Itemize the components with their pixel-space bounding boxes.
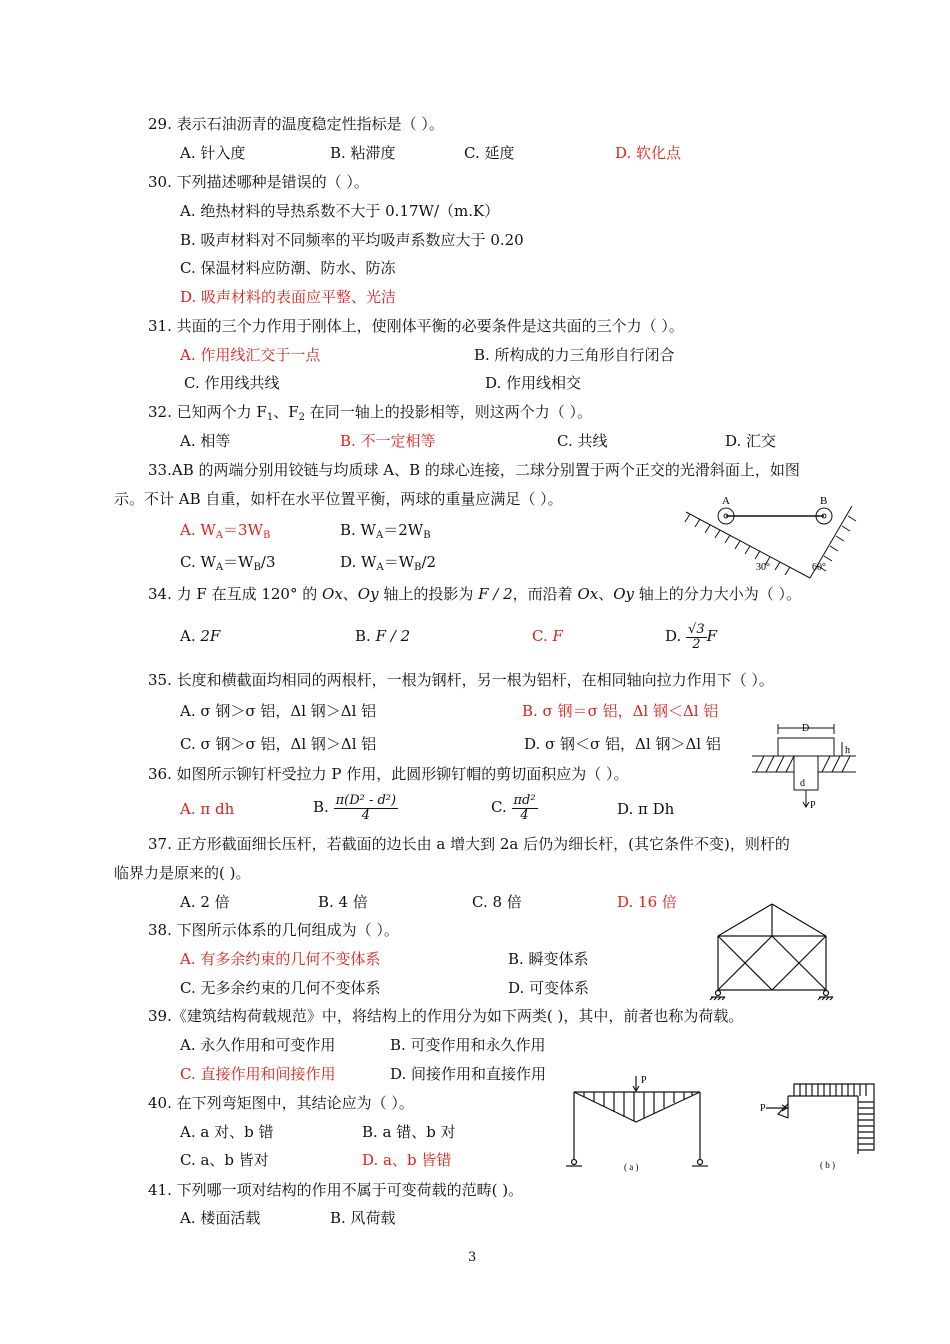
q33-option-b: B. $W_A=2W_B$: [340, 521, 431, 541]
q40-moment-diagram-b: [758, 1076, 884, 1174]
q38-option-d: D. 可变体系: [508, 979, 590, 997]
q36-fig-label-d: d: [800, 778, 805, 789]
q37-option-d-answer: D. 16 倍: [617, 893, 677, 911]
q41-option-a: A. 楼面活载: [180, 1209, 261, 1227]
q35-option-d: D. σ 钢＜σ 铝，Δl 钢＞Δl 铝: [524, 735, 721, 753]
q34-option-c-answer: C. F: [532, 627, 563, 645]
q38-option-b: B. 瞬变体系: [508, 950, 589, 968]
q35-stem: 35. 长度和横截面均相同的两根杆，一根为钢杆，另一根为铝杆，在相同轴向拉力作用下（ ）。: [148, 671, 774, 689]
q39-option-d: D. 间接作用和直接作用: [390, 1065, 547, 1083]
q32-stem: 32. 已知两个力 $F_1$、$F_2$ 在同一轴上的投影相等，则这两个力（ ）。: [148, 403, 593, 423]
q29-option-c: C. 延度: [464, 144, 515, 162]
q31-stem: 31. 共面的三个力作用于刚体上，使刚体平衡的必要条件是这共面的三个力（ ）。: [148, 317, 684, 335]
q29-option-a: A. 针入度: [180, 144, 246, 162]
q39-stem: 39.《建筑结构荷载规范》中，将结构上的作用分为如下两类( )，其中，前者也称为荷载。: [148, 1007, 744, 1025]
q33-fig-angle-left: 30°: [756, 562, 770, 573]
q40-stem: 40. 在下列弯矩图中，其结论应为（ ）。: [148, 1094, 414, 1112]
page-number: 3: [468, 1250, 477, 1265]
q33-option-a-answer: A. $W_A=3W_B$: [180, 521, 271, 541]
q30-option-c: C. 保温材料应防潮、防水、防冻: [180, 259, 396, 277]
q40-option-a: A. a 对、b 错: [180, 1123, 274, 1141]
q30-option-b: B. 吸声材料对不同频率的平均吸声系数应大于 0.20: [180, 231, 524, 249]
q31-option-c: C. 作用线共线: [184, 374, 280, 392]
q38-truss-figure: [714, 898, 832, 1000]
q29-stem: 29. 表示石油沥青的温度稳定性指标是（ ）。: [148, 115, 444, 133]
q37-option-c: C. 8 倍: [472, 893, 522, 911]
q33-inclined-planes-figure: [686, 492, 856, 582]
q32-option-a: A. 相等: [180, 432, 231, 450]
q37-option-b: B. 4 倍: [318, 893, 368, 911]
q35-option-b-answer: B. σ 钢＝σ 铝，Δl 钢＜Δl 铝: [522, 702, 719, 720]
q36-fig-label-h: h: [845, 745, 850, 756]
q38-option-a-answer: A. 有多余约束的几何不变体系: [180, 950, 381, 968]
q40-fig-a-label-P: P: [641, 1075, 647, 1086]
q30-option-a: A. 绝热材料的导热系数不大于 0.17W/（m.K）: [180, 202, 500, 220]
q33-stem-line1: 33.AB 的两端分别用铰链与均质球 A、B 的球心连接，二球分别置于两个正交的光滑斜面上，如图: [148, 461, 800, 479]
q29-option-d-answer: D. 软化点: [615, 144, 682, 162]
q32-option-b-answer: B. 不一定相等: [340, 432, 436, 450]
q30-option-d-answer: D. 吸声材料的表面应平整、光洁: [180, 288, 397, 306]
q34-option-b: B. F / 2: [355, 627, 411, 645]
q36-option-a-answer: A. π dh: [180, 800, 235, 818]
q35-option-a: A. σ 钢＞σ 铝，Δl 钢＞Δl 铝: [180, 702, 377, 720]
q39-option-b: B. 可变作用和永久作用: [390, 1036, 546, 1054]
q31-option-a-answer: A. 作用线汇交于一点: [180, 346, 321, 364]
q36-option-b: B. $\frac{\text{π(D² - d²)}}{4}$: [313, 792, 397, 823]
q40-option-d-answer: D. a、b 皆错: [362, 1151, 452, 1169]
q33-stem-line2: 示。不计 AB 自重，如杆在水平位置平衡，两球的重量应满足（ ）。: [114, 490, 563, 508]
q34-stem: 34. 力 F 在互成 120° 的 Ox、Oy 轴上的投影为 F / 2，而沿着 Ox、Oy 轴上的分力大小为（ ）。: [148, 585, 802, 603]
q33-option-c: C. $W_A=W_B/3$: [180, 553, 276, 573]
q37-stem-line2: 临界力是原来的( )。: [114, 864, 251, 882]
q40-fig-a-caption: ( a ): [624, 1162, 639, 1172]
q33-fig-label-a: A: [722, 495, 730, 507]
q36-option-d: D. π Dh: [617, 800, 675, 818]
q40-option-b: B. a 错、b 对: [362, 1123, 456, 1141]
q34-option-a: A. 2F: [180, 627, 221, 645]
q35-option-c: C. σ 钢＞σ 铝，Δl 钢＞Δl 铝: [180, 735, 377, 753]
q33-option-d: D. $W_A=W_B/2$: [340, 553, 437, 573]
q39-option-c-answer: C. 直接作用和间接作用: [180, 1065, 336, 1083]
q40-moment-diagram-a: [570, 1072, 718, 1174]
q36-rivet-figure: [752, 720, 860, 810]
q40-fig-b-label-P: P: [760, 1103, 766, 1114]
q40-fig-b-caption: ( b ): [820, 1160, 835, 1170]
q31-option-d: D. 作用线相交: [485, 374, 582, 392]
q29-option-b: B. 粘滞度: [330, 144, 396, 162]
q37-option-a: A. 2 倍: [180, 893, 230, 911]
q36-fig-label-P: P: [810, 800, 816, 811]
q41-option-b: B. 风荷载: [330, 1209, 396, 1227]
q33-fig-label-b: B: [820, 495, 828, 507]
q34-option-d: D. $\frac{√3}{2}$ F: [665, 621, 718, 652]
q41-stem: 41. 下列哪一项对结构的作用不属于可变荷载的范畴( )。: [148, 1181, 524, 1199]
q33-fig-angle-right: 60°: [812, 562, 826, 573]
q32-option-c: C. 共线: [557, 432, 608, 450]
q39-option-a: A. 永久作用和可变作用: [180, 1036, 336, 1054]
q36-option-c: C. $\frac{\text{πd²}}{4}$: [491, 792, 536, 823]
q32-option-d: D. 汇交: [725, 432, 777, 450]
q37-stem-line1: 37. 正方形截面细长压杆，若截面的边长由 a 增大到 2a 后仍为细长杆，(其它条件不变)，则杆的: [148, 835, 790, 853]
q38-stem: 38. 下图所示体系的几何组成为（ ）。: [148, 921, 399, 939]
q30-stem: 30. 下列描述哪种是错误的（ ）。: [148, 173, 369, 191]
q38-option-c: C. 无多余约束的几何不变体系: [180, 979, 381, 997]
q31-option-b: B. 所构成的力三角形自行闭合: [474, 346, 675, 364]
q36-stem: 36. 如图所示铆钉杆受拉力 P 作用，此圆形铆钉帽的剪切面积应为（ ）。: [148, 765, 629, 783]
q40-option-c: C. a、b 皆对: [180, 1151, 269, 1169]
q36-fig-label-D: D: [802, 723, 810, 734]
